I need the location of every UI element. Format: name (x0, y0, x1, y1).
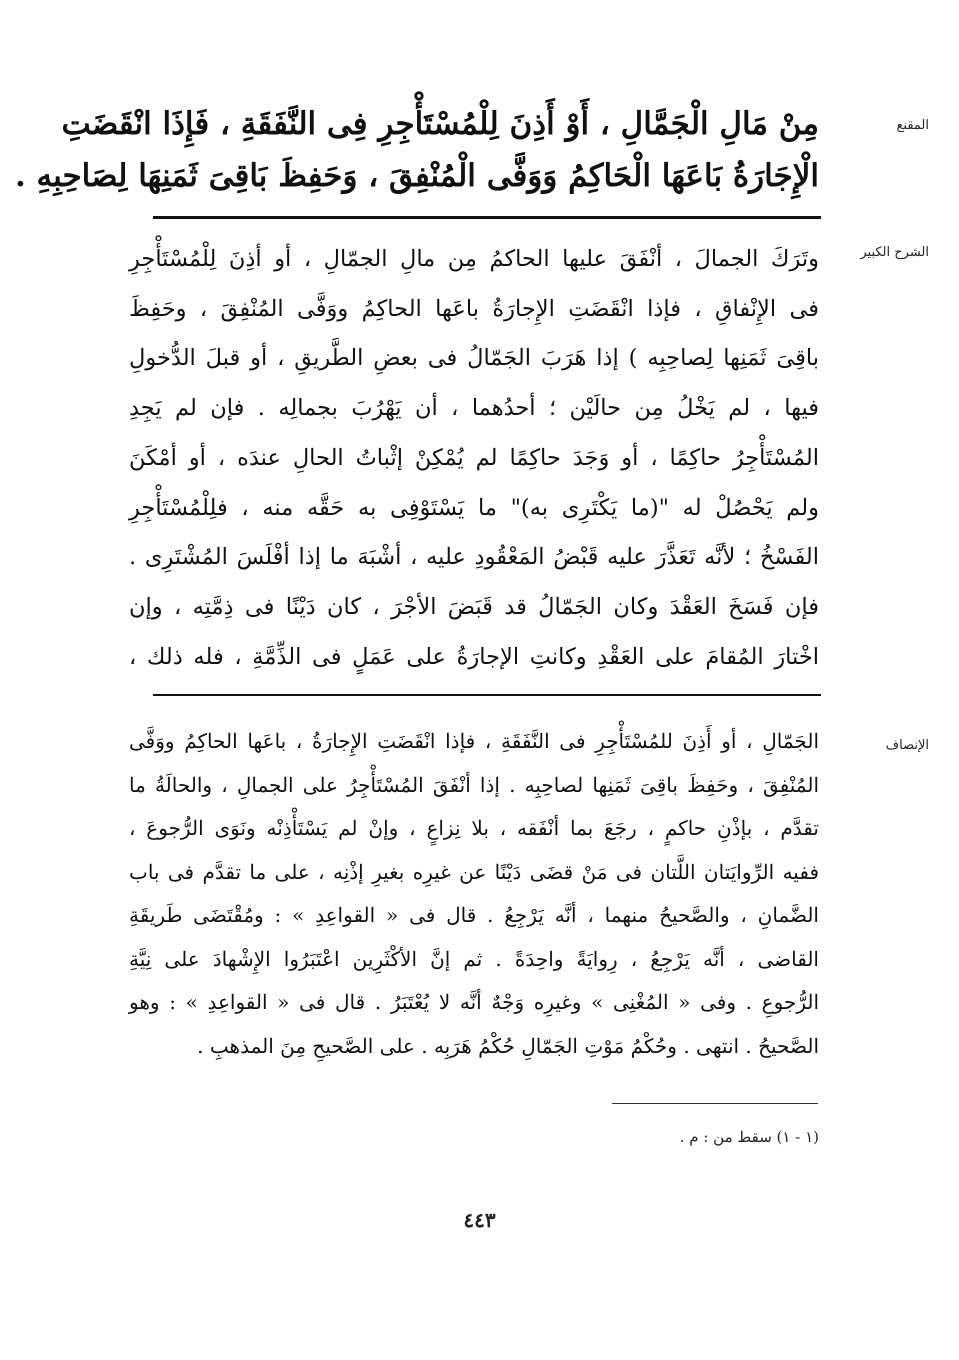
section-label-muqni: المقنع (896, 118, 929, 133)
muqni-line: مِنْ مَالِ الْجَمَّالِ ، أَوْ أَذِنَ لِلْمُسْتَأْجِرِ فِى النَّفَقَةِ ، فَإِذَا انْقَضَتِ (61, 106, 819, 142)
sharh-line: ولم يَحْصُلْ له "(ما يَكْتَرِى به)" ما يَسْتَوْفِى به حَقَّه منه ، فلِلْمُسْتَأْجِرِ (129, 494, 819, 521)
insaf-line: القاضى ، أنَّه يَرْجِعُ ، رِوايَةً واحِدَةً . ثم إنَّ الأكْثَرِين اعْتَبَرُوا الإِشْهادَ على نِيَّةِ (129, 946, 819, 971)
section-label-insaf: الإنصاف (885, 738, 929, 753)
section-label-sharh: الشرح الكبير (860, 245, 929, 260)
sharh-line: الفَسْخُ ؛ لأنَّه تَعَذَّرَ عليه قَبْضُ المَعْقُودِ عليه ، أشْبَهَ ما إذا أفْلَسَ المُشْتَرِى . (129, 544, 819, 571)
sharh-line: فإن فَسَخَ العَقْدَ وكان الجَمّالُ قد قَبَضَ الأجْرَ ، كان دَيْنًا فى ذِمَّتِه ، وإن (129, 593, 819, 620)
insaf-text (129, 720, 819, 1068)
insaf-line: تقدَّم ، بإذْنِ حاكمٍ ، رجَعَ بما أنْفَقه ، بلا نِزاعٍ ، وإنْ لم يَسْتَأْذِنْه ونَوَى الرُّجوعَ ، (129, 816, 819, 840)
insaf-line: الرُّجوعِ . وفى « المُغْنِى » وغيرِه وَجْهٌ أنَّه لا يُعْتَبَرُ . قال فى « القواعِدِ » : وهو (129, 990, 819, 1014)
section-divider (153, 694, 821, 696)
sharh-line: وتَرَكَ الجمالَ ، أنْفَقَ عليها الحاكمُ مِن مالِ الجمّالِ ، أو أذِنَ لِلْمُسْتَأْجِرِ (129, 246, 819, 272)
insaf-line: المُنْفِقَ ، وحَفِظَ باقِىَ ثَمَنِها لصاحِبِه . إذا أنْفَقَ المُسْتَأْجِرُ على الجمالِ ، والحالَةُ ما (129, 772, 819, 797)
page-number: ٤٤٣ (463, 1208, 496, 1232)
sharh-text (129, 235, 819, 682)
sharh-line: المُسْتَأْجِرُ حاكِمًا ، أو وَجَدَ حاكِمًا لم يُمْكِنْ إثْباتُ الحالِ عندَه ، أو أمْكَنَ (129, 444, 819, 471)
insaf-line: الضَّمانِ ، والصَّحيحُ منهما ، أنَّه يَرْجِعُ . قال فى « القواعِدِ » : ومُقْتَضَى طَريقَةِ (129, 903, 819, 927)
sharh-line: باقِىَ ثَمَنِها لِصاحِبِه ) إذا هَرَبَ الجَمّالُ فى بعضِ الطَّريقِ ، أو قبلَ الدُّخولِ (129, 345, 819, 372)
muqni-line: الْإِجَارَةُ بَاعَهَا الْحَاكِمُ وَوَفَّى الْمُنْفِقَ ، وَحَفِظَ بَاقِىَ ثَمَنِهَا لِصَاحِبِهِ . (14, 158, 819, 194)
insaf-line: الصَّحيحُ . انتهى . وحُكْمُ مَوْتِ الجَمّالِ حُكْمُ هَرَبِه . على الصَّحيحِ مِنَ المذهبِ . (197, 1033, 819, 1058)
insaf-line: الجَمّالِ ، أو أَذِنَ للمُسْتَأْجِرِ فى النَّفَقَةِ ، فإذا انْقَضَتِ الإِجارَةُ ، باعَها الحاكِمُ ووَفَّى (129, 729, 819, 753)
footnote-divider (612, 1103, 818, 1104)
insaf-line: ففيه الرِّوايَتان اللَّتان فى مَنْ قضَى دَيْنًا عن غيرِه بغيرِ إذْنِه ، على ما تقدَّم فى باب (129, 859, 819, 884)
sharh-line: فى الإِنْفاقِ ، فإذا انْقَضَتِ الإِجارَةُ باعَها الحاكِمُ ووَفَّى المُنْفِقَ ، وحَفِظَ (129, 295, 819, 322)
footnote: (١ - ١) سقط من : م . (679, 1128, 819, 1146)
sharh-line: فيها ، لم يَخْلُ مِن حالَيْن ؛ أحدُهما ، أن يَهْرُبَ بجمالِه . فإن لم يَجِدِ (129, 395, 819, 422)
section-divider (153, 216, 821, 219)
sharh-line: اخْتارَ المُقامَ على العَقْدِ وكانتِ الإجارَةُ على عَمَلٍ فى الذِّمَّةِ ، فله ذلك ، (129, 643, 819, 670)
muqni-text (14, 98, 819, 202)
